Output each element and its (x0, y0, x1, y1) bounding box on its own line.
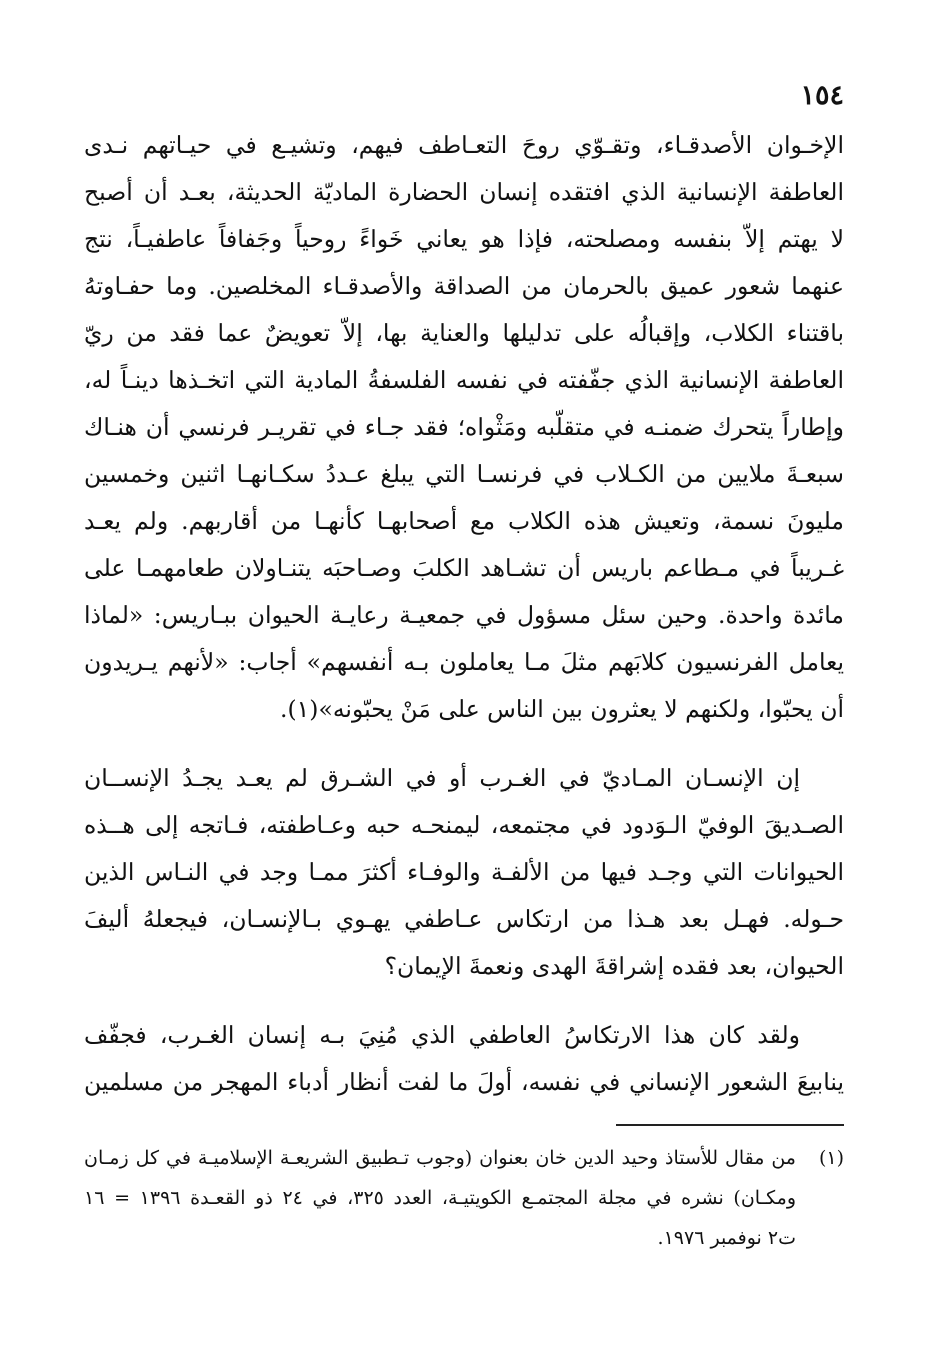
paragraph-1 (84, 122, 844, 733)
text-line: حـوله. فهـل بعد هـذا من ارتكاس عـاطفي يهـوي بـالإنسـان، فيجعلهُ أليفَ (84, 905, 844, 933)
footnote-line: ومكـان) نشره في مجلة المجتمـع الكويتيـة، العدد ٣٢٥، في ٢٤ ذو القعـدة ١٣٩٦ = ١٦ (84, 1187, 796, 1209)
text-line: أن يحبّوا، ولكنهم لا يعثرون بين الناس على مَنْ يحبّونه»(١). (280, 695, 844, 723)
text-line: إن الإنسـان المـاديّ في الغـرب أو في الشـرق لم يعـد يجـدُ الإنســان (84, 764, 800, 792)
paragraph-3 (84, 1012, 844, 1106)
footnote-separator (616, 1124, 844, 1126)
text-line: وإطاراً يتحرك ضمنـه في متقلّبه ومَثْواه؛ فقد جـاء في تقريـر فرنسي أن هنـاك (84, 413, 844, 441)
page-number: ١٥٤ (800, 80, 844, 111)
text-line: العاطفة الإنسانية الذي جفّفته في نفسه الفلسفةُ المادية التي اتخـذها دينـاً له، (84, 366, 844, 394)
footnote-line: من مقال للأستاذ وحيد الدين خان بعنوان (وجوب تـطبيق الشريعـة الإسلاميـة في كل زمـان (84, 1147, 796, 1169)
footnote-1 (84, 1138, 844, 1258)
text-line: لا يهتم إلاّ بنفسه ومصلحته، فإذا هو يعاني خَواءً روحياً وجَفافاً عاطفيـاً، نتج (84, 225, 844, 253)
footnote-line: ت٢ نوفمبر ١٩٧٦. (657, 1227, 796, 1249)
text-line: مائدة واحدة. وحين سئل مسؤول في جمعيـة رعايـة الحيوان ببـاريس: «لماذا (84, 601, 844, 629)
body-text (84, 122, 844, 1106)
text-line: الصـديقَ الوفيّ الـوَدود في مجتمعه، ليمنحـه حبه وعـاطفته، فـاتجه إلى هــذه (84, 811, 844, 839)
text-line: يعامل الفرنسيون كلابَهم مثلَ مـا يعاملون بـه أنفسهم» أجاب: «لأنهم يـريدون (84, 648, 844, 676)
text-line: باقتناء الكلاب، وإقبالُه على تدليلها والعناية بها، إلاّ تعويضٌ عما فقد من ريّ (84, 319, 844, 347)
text-line: مليونَ نسمة، وتعيش هذه الكلاب مع أصحابهـا كأنهـا من أقاربهم. ولم يعـد (84, 507, 844, 535)
text-line: ولقد كان هذا الارتكاسُ العاطفي الذي مُنِيَ بـه إنسان الغـرب، فجفّف (84, 1021, 800, 1049)
text-line: غـريباً في مـطاعم باريس أن تشـاهد الكلبَ وصـاحبَه يتنـاولان طعامهمـا على (84, 554, 844, 582)
text-line: الحيوان، بعد فقده إشراقةَ الهدى ونعمةَ الإيمان؟ (384, 952, 844, 980)
text-line: عنهما شعور عميق بالحرمان من الصداقة والأصدقـاء المخلصين. وما حفـاوتهُ (84, 272, 844, 300)
text-line: الحيوانات التي وجـد فيها من الألفـة والوفـاء أكثرَ ممـا وجد في النـاس الذين (84, 858, 844, 886)
paragraph-2 (84, 755, 844, 990)
text-line: سبعـةَ ملايين من الكـلاب في فرنسـا التي يبلغ عـددُ سكـانهـا اثنين وخمسين (84, 460, 844, 488)
footnotes (84, 1138, 844, 1258)
footnote-body (84, 1138, 796, 1258)
text-line: الإخـوان الأصدقـاء، وتقـوّي روحَ التعـاطف فيهم، وتشيـع في حيـاتهم نـدى (84, 131, 844, 159)
text-line: ينابيعَ الشعور الإنساني في نفسه، أولَ ما لفت أنظار أدباء المهجر من مسلمين (84, 1068, 844, 1096)
text-line: العاطفة الإنسانية الذي افتقده إنسان الحضارة الماديّة الحديثة، بعـد أن أصبح (84, 178, 844, 206)
footnote-marker: (١) (818, 1147, 844, 1169)
